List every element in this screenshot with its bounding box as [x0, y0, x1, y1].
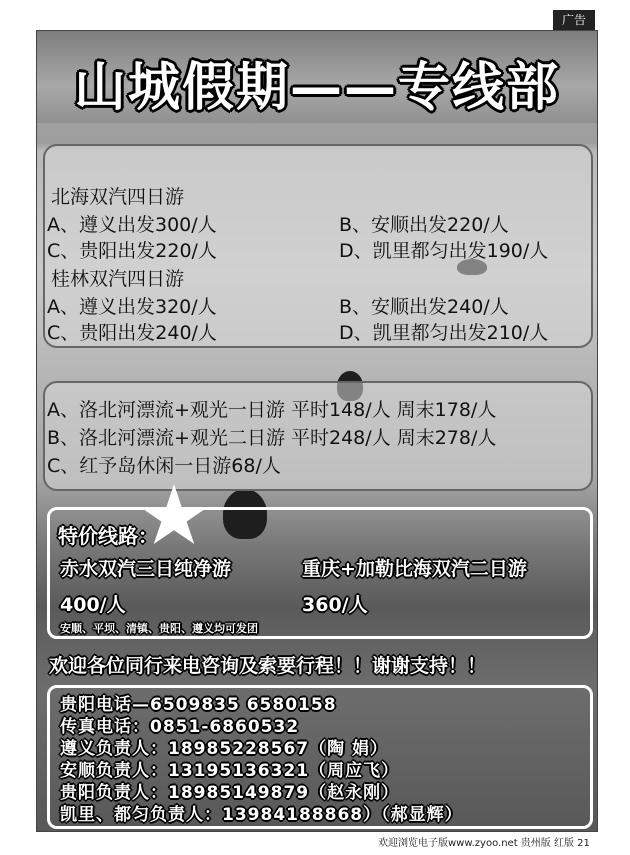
contact-box — [47, 685, 593, 829]
guilin-heading: 桂林双汽四日游 — [51, 268, 185, 290]
page-footer: 欢迎浏览电子版www.zyoo.net 贵州版 红版 21 — [378, 838, 590, 849]
guilin-option-b: B、安顺出发240/人 — [339, 296, 509, 318]
title-band — [37, 31, 597, 123]
special-heading: 特价线路： — [58, 524, 158, 548]
rafting-panel — [43, 381, 593, 491]
ad-poster — [36, 30, 598, 832]
special-route-chongqing: 重庆+加勒比海双汽二日游 — [302, 558, 527, 580]
contact-guiyang: 贵阳负责人：18985149879（赵永刚） — [60, 783, 400, 803]
rafting-option-a: A、洛北河漂流+观光一日游 平时148/人 周末178/人 — [47, 399, 497, 421]
poster-title: 山城假期——专线部 — [73, 58, 560, 118]
beihai-guilin-panel — [43, 144, 593, 348]
beihai-option-d: D、凯里都匀出发190/人 — [339, 240, 549, 262]
contact-kaili-duyun: 凯里、都匀负责人：13984188868）（郝显辉） — [60, 805, 463, 825]
special-route-chishui: 赤水双汽三日纯净游 — [60, 558, 232, 580]
special-price-chongqing: 360/人 — [302, 594, 368, 616]
contact-anshun: 安顺负责人：13195136321（周应飞） — [60, 761, 400, 781]
beihai-option-a: A、遵义出发300/人 — [47, 214, 217, 236]
contact-guiyang-phone: 贵阳电话—6509835 6580158 — [60, 695, 337, 715]
beihai-option-b: B、安顺出发220/人 — [339, 214, 509, 236]
special-departure-note: 安顺、平坝、清镇、贵阳、遵义均可发团 — [60, 622, 258, 635]
welcome-banner: 欢迎各位同行来电咨询及索要行程！！谢谢支持！！ — [49, 655, 487, 677]
guilin-option-a: A、遵义出发320/人 — [47, 296, 217, 318]
contact-fax: 传真电话：0851-6860532 — [60, 717, 300, 737]
guilin-option-d: D、凯里都匀出发210/人 — [339, 322, 549, 344]
beihai-heading: 北海双汽四日游 — [51, 186, 185, 208]
rafting-option-c: C、红予岛休闲一日游68/人 — [47, 455, 281, 477]
guilin-option-c: C、贵阳出发240/人 — [47, 322, 217, 344]
rafting-option-b: B、洛北河漂流+观光二日游 平时248/人 周末278/人 — [47, 427, 497, 449]
ad-tag: 广告 — [553, 10, 595, 30]
special-price-chishui: 400/人 — [60, 594, 126, 616]
beihai-option-c: C、贵阳出发220/人 — [47, 240, 217, 262]
special-routes-box — [47, 507, 593, 639]
contact-zunyi: 遵义负责人：18985228567（陶 娟） — [60, 739, 389, 759]
